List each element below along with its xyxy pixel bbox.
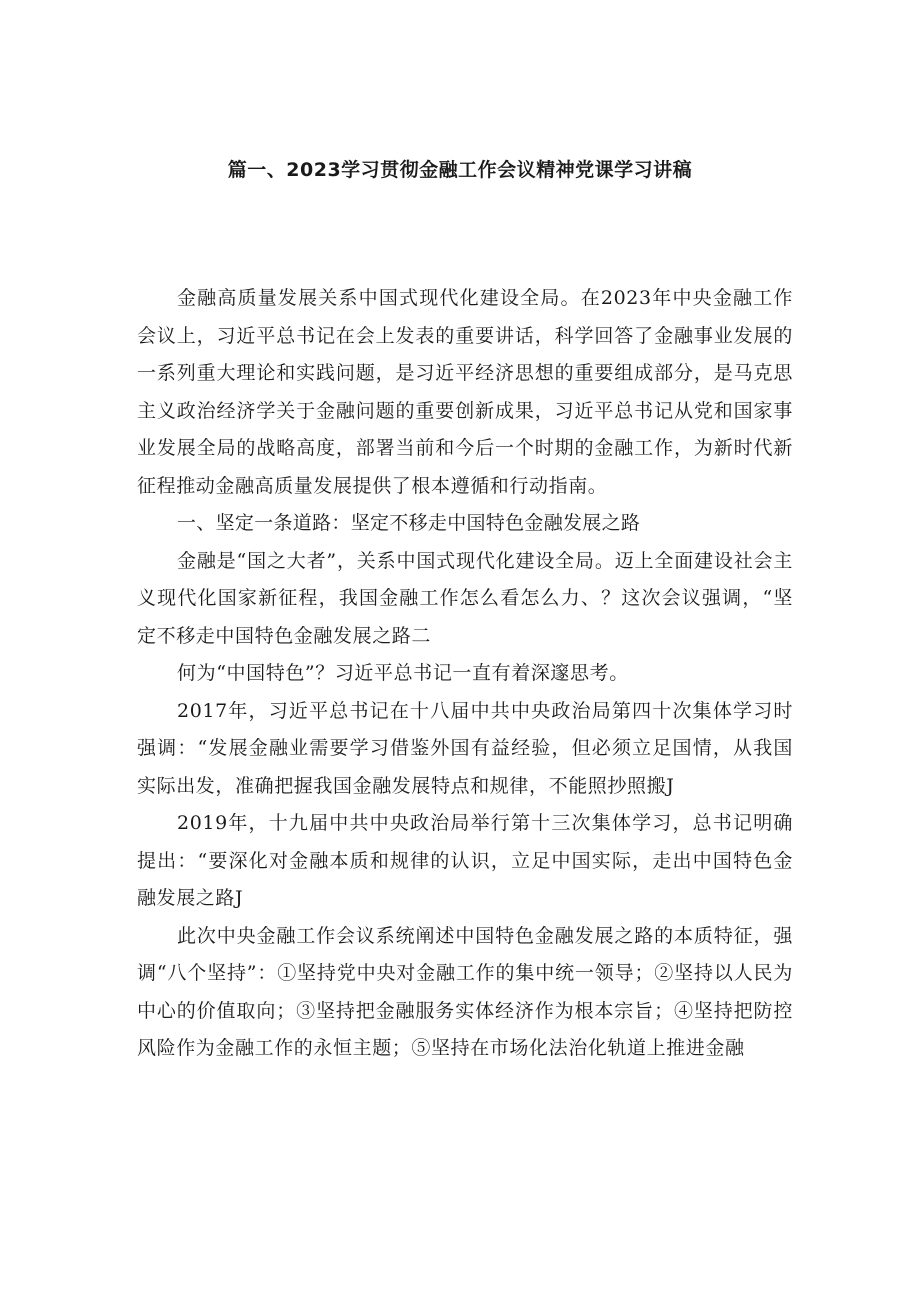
body-paragraph: 此次中央金融工作会议系统阐述中国特色金融发展之路的本质特征，强调“八个坚持”：①坚持党中央对金融工作的集中统一领导；②坚持以人民为中心的价值取向；③坚持把金融服务实体经济作为根本宗旨；④坚持把防控风险作为金融工作的永恒主题；⑤坚持在市场化法治化轨道上推进金融 xyxy=(137,924,793,1059)
intro-paragraph: 金融高质量发展关系中国式现代化建设全局。在2023年中央金融工作会议上，习近平总书记在会上发表的重要讲话，科学回答了金融事业发展的一系列重大理论和实践问题，是习近平经济思想的重要组成部分，是马克思主义政治经济学关于金融问题的重要创新成果，习近平总书记从党和国家事业发展全局的战略高度，部署当前和今后一个时期的金融工作，为新时代新征程推动金融高质量发展提供了根本遵循和行动指南。 xyxy=(137,287,793,497)
body-paragraph: 何为“中国特色”？习近平总书记一直有着深邃思考。 xyxy=(177,662,629,684)
body-paragraph: 2017年，习近平总书记在十八届中共中央政治局第四十次集体学习时强调：“发展金融业需要学习借鉴外国有益经验，但必须立足国情，从我国实际出发，准确把握我国金融发展特点和规律，不能照抄照搬J xyxy=(137,699,793,797)
section-heading-1: 一、坚定一条道路：坚定不移走中国特色金融发展之路 xyxy=(177,512,641,534)
document-title: 篇一、2023学习贯彻金融工作会议精神党课学习讲稿 xyxy=(227,159,693,181)
body-paragraph: 2019年，十九届中共中央政治局举行第十三次集体学习，总书记明确提出：“要深化对金融本质和规律的认识，立足中国实际，走出中国特色金融发展之路J xyxy=(137,812,793,909)
body-paragraph: 金融是“国之大者”，关系中国式现代化建设全局。迈上全面建设社会主义现代化国家新征程，我国金融工作怎么看怎么力、？这次会议强调，“坚定不移走中国特色金融发展之路二 xyxy=(137,549,793,647)
document-body xyxy=(137,280,793,1068)
